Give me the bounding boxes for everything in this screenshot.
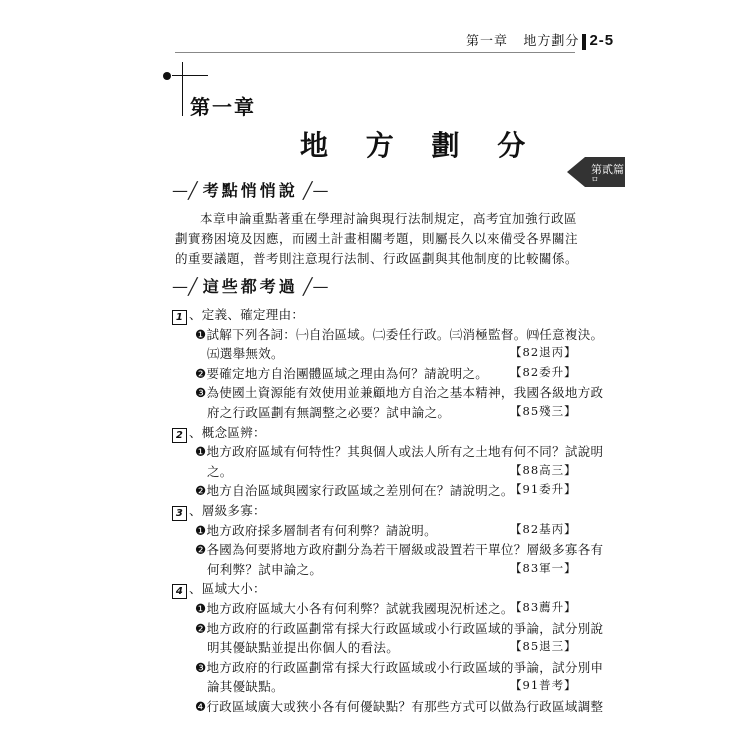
chapter-vertical-rule: [182, 62, 183, 116]
question-text: ❸地方政府的行政區劃常有採大行政區域或小行政區域的爭論，試分別申: [195, 659, 604, 675]
category-number-box: 3: [172, 506, 187, 521]
question-text: 明其優缺點並提出你個人的看法。: [207, 640, 400, 656]
question-text: ❷各國為何要將地方政府劃分為若干層級或設置若干單位？層級多寡各有: [195, 542, 604, 558]
section-title-1: 考點悄悄說: [202, 181, 298, 200]
question-text: ❶地方政府採多層制者有何利弊？請說明。: [195, 522, 437, 538]
category-label: 、概念區辨：: [189, 424, 266, 440]
question-line: [207, 462, 233, 481]
question-text: ❹行政區域廣大或狹小各有何優缺點？有那些方式可以做為行政區域調整: [195, 699, 604, 714]
question-line: [207, 638, 399, 657]
tab-label: 第貳篇: [591, 163, 624, 176]
category-number-box: 2: [172, 428, 187, 443]
page-number: 2-5: [589, 32, 615, 49]
question-line: [207, 403, 450, 422]
exam-source-tag: 【82基丙】: [510, 521, 577, 536]
question-text: ❶試解下列各詞：㈠自治區域。㈡委任行政。㈢消極監督。㈣任意複決。: [195, 326, 604, 342]
part-tab: [585, 157, 625, 187]
exam-source-tag: 【91普考】: [510, 678, 577, 693]
category-heading: [172, 579, 266, 599]
question-text: 論其優缺點。: [207, 679, 284, 695]
exam-source-tag: 【83薦升】: [510, 600, 577, 614]
section-heading-1: —╱ 考點悄悄說 ╱—: [172, 181, 329, 200]
question-line: [195, 383, 603, 402]
question-text: ❷地方自治區域與國家行政區域之差別何在？請說明之。: [195, 483, 514, 499]
question-text: 之。: [207, 463, 233, 479]
question-line: [195, 658, 603, 677]
chapter-number: 第一章: [190, 95, 256, 119]
running-header: [466, 30, 614, 50]
question-text: ❸為使國土資源能有效使用並兼顧地方自治之基本精神，我國各級地方政: [195, 385, 604, 401]
tab-sub: ㅁ: [591, 175, 599, 184]
header-chapter-title: 地方劃分: [523, 34, 580, 49]
question-line: [195, 442, 603, 461]
tab-arrow: [567, 157, 585, 187]
question-line: [195, 619, 603, 638]
exam-source-tag: 【91委升】: [510, 482, 577, 497]
chapter-title: 地 方 劃 分: [300, 129, 540, 162]
exam-source-tag: 【85退三】: [510, 639, 577, 654]
question-line: [195, 521, 437, 540]
exam-source-tag: 【82退丙】: [510, 345, 577, 360]
question-text: ❷地方政府的行政區劃常有採大行政區域或小行政區域的爭論，試分別說: [195, 620, 604, 636]
question-line: [207, 677, 284, 696]
question-line: [195, 599, 514, 618]
question-text: ㈤選舉無效。: [207, 346, 284, 362]
exam-source-tag: 【85殘三】: [510, 404, 577, 418]
category-number-box: 4: [172, 584, 187, 599]
question-line: [207, 560, 322, 579]
exam-source-tag: 【82委升】: [510, 364, 577, 379]
question-text: ❶地方政府區域有何特性？其與個人或法人所有之土地有何不同？試說明: [195, 444, 604, 460]
category-number-box: 1: [172, 310, 187, 325]
exam-source-tag: 【83軍一】: [510, 560, 577, 575]
exam-source-tag: 【88高三】: [510, 462, 577, 477]
question-text: ❶地方政府區域大小各有何利弊？試就我國現況析述之。: [195, 601, 514, 616]
chapter-bullet-dot: [163, 72, 171, 80]
question-text: 府之行政區劃有無調整之必要？試申論之。: [207, 405, 451, 420]
section-heading-2: —╱ 這些都考過 ╱—: [172, 277, 329, 296]
header-rule: [175, 52, 575, 53]
question-line: [195, 697, 603, 716]
chapter-cross-rule: [172, 75, 208, 76]
header-chapter-label: 第一章: [466, 34, 509, 49]
question-line: [195, 364, 488, 383]
category-heading: [172, 423, 266, 443]
category-label: 、區域大小：: [189, 581, 266, 597]
question-line: [195, 481, 514, 500]
intro-paragraph: 本章申論重點著重在學理討論與現行法制規定，高考宜加強行政區劃實務困境及因應，而國土計畫相關考題，則屬長久以來備受各界關注的重要議題，普考則注意現行法制、行政區劃與其他制度的比較關係。: [175, 211, 579, 266]
category-label: 、層級多寡：: [189, 503, 266, 518]
question-line: [195, 325, 603, 344]
question-line: [195, 540, 603, 559]
category-label: 、定義、確定理由：: [189, 307, 305, 322]
question-line: [207, 344, 284, 363]
question-text: ❷要確定地方自治團體區域之理由為何？請說明之。: [195, 365, 489, 381]
header-divider: [582, 34, 586, 50]
category-heading: [172, 305, 304, 325]
category-heading: [172, 501, 266, 521]
section-title-2: 這些都考過: [202, 277, 298, 296]
question-text: 何利弊？試申論之。: [207, 561, 323, 577]
